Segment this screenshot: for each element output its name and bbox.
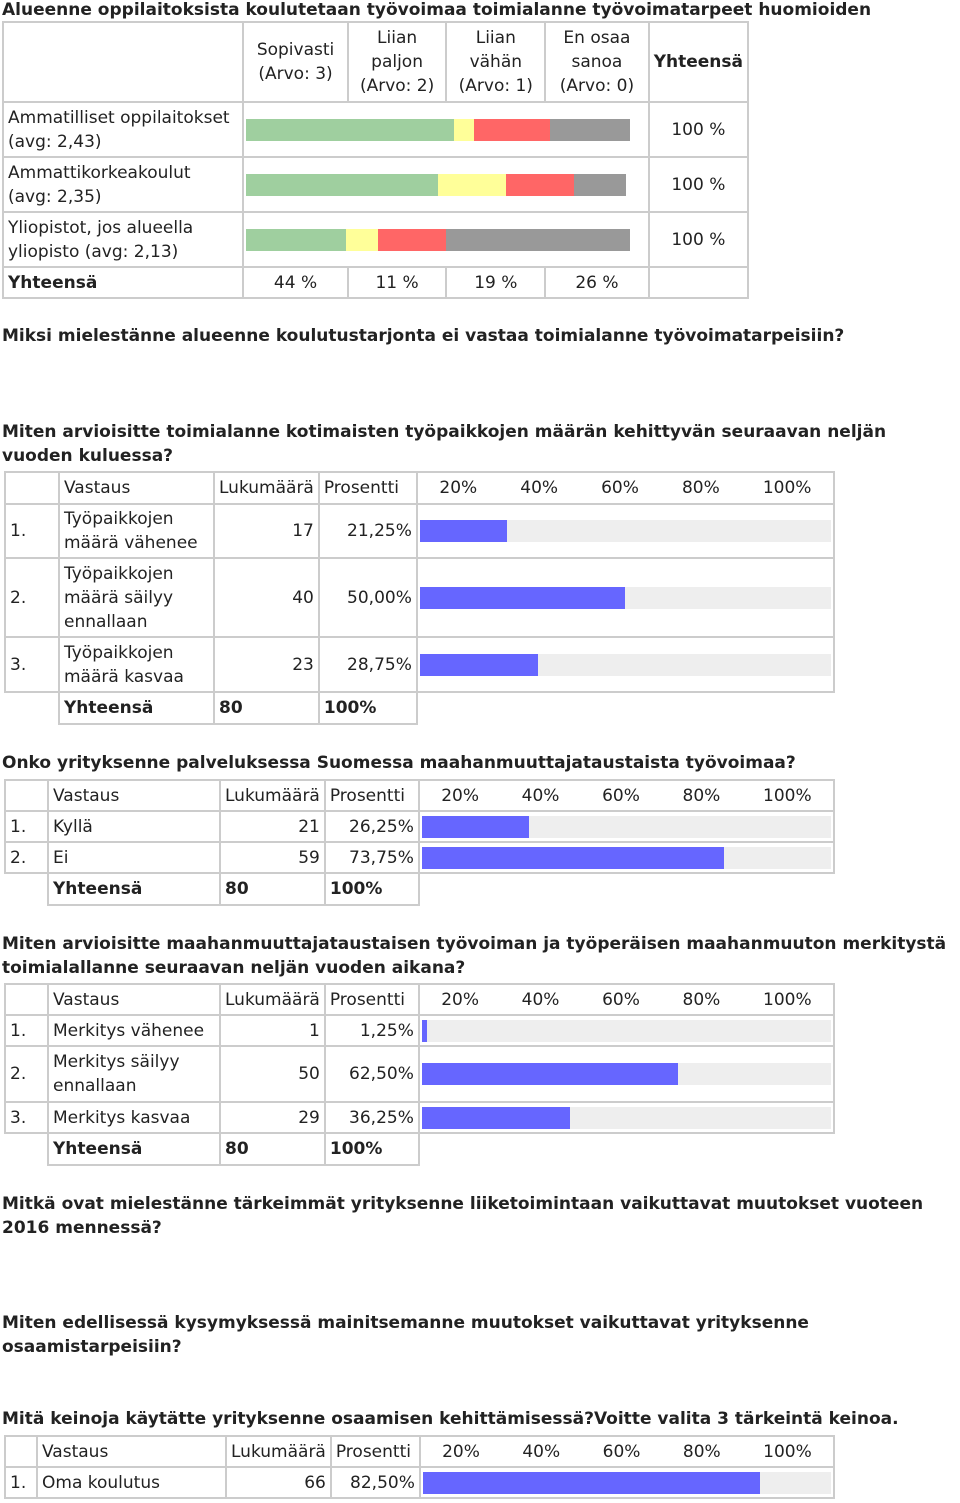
answer-count: 40	[214, 558, 319, 637]
q1-stacked-bar	[246, 229, 645, 251]
answer-label: Työpaikkojen määrä vähenee	[59, 504, 214, 558]
q7-title: Miten edellisessä kysymyksessä mainitsemanne muutokset vaikuttavat yrityksenne osaamistarpeisiin?	[2, 1313, 809, 1357]
bar-track	[420, 587, 831, 609]
answer-percent: 73,75%	[325, 842, 419, 873]
q8-table	[4, 1435, 835, 1499]
total-label: Yhteensä	[59, 692, 214, 724]
q1-row-label: Ammatilliset oppilaitokset (avg: 2,43)	[3, 102, 243, 157]
tick-label: 20%	[442, 1441, 480, 1462]
tick-label: 100%	[763, 785, 812, 806]
percent-bar	[422, 1107, 570, 1129]
q1-row-label: Ammattikorkeakoulut (avg: 2,35)	[3, 157, 243, 212]
tick-label: 100%	[763, 989, 812, 1010]
percent-bar	[420, 654, 538, 676]
tick-label: 100%	[762, 478, 812, 498]
header-lukumaara: Lukumäärä	[220, 984, 325, 1015]
header-prosentti: Prosentti	[325, 780, 419, 811]
tick-label: 80%	[682, 989, 721, 1010]
bar-track	[422, 1063, 831, 1085]
bar-segment-liian-paljon	[346, 229, 378, 251]
row-number: 2.	[5, 1046, 48, 1102]
header-prosentti: Prosentti	[319, 472, 417, 504]
row-number: 3.	[5, 637, 59, 692]
answer-percent: 1,25%	[325, 1015, 419, 1046]
q5-table	[4, 983, 835, 1166]
tick-label: 20%	[439, 478, 478, 498]
answer-count: 59	[220, 842, 325, 873]
bar-segment-liian-vahan	[378, 229, 446, 251]
header-vastaus: Vastaus	[48, 780, 220, 811]
q1-col-liian-paljon: Liian paljon (Arvo: 2)	[348, 22, 447, 102]
percent-bar	[422, 847, 724, 869]
answer-count: 50	[220, 1046, 325, 1102]
q5-title: Miten arvioisitte maahanmuuttajataustaisen työvoiman ja työperäisen maahanmuuton merkitystä toimialallanne seuraavan neljän vuoden aikana?	[2, 934, 947, 978]
bar-segment-en-osaa	[574, 174, 626, 196]
q1-total-cell: 19 %	[446, 267, 545, 298]
bar-track	[422, 1020, 831, 1042]
answer-label: Ei	[48, 842, 220, 873]
percent-bar	[420, 520, 507, 542]
tick-label: 40%	[521, 785, 560, 806]
total-percent: 100%	[325, 873, 419, 905]
bar-track	[422, 847, 831, 869]
q3-title: Miten arvioisitte toimialanne kotimaisten työpaikkojen määrän kehittyvän seuraavan neljän vuoden kuluessa?	[2, 422, 887, 466]
answer-count: 66	[226, 1467, 331, 1498]
tick-label: 60%	[602, 989, 640, 1010]
tick-label: 40%	[522, 1441, 561, 1462]
tick-label: 40%	[521, 989, 560, 1010]
answer-percent: 50,00%	[319, 558, 417, 637]
q1-title: Alueenne oppilaitoksista koulutetaan työvoimaa toimialanne työvoimatarpeet huomioiden	[2, 0, 872, 20]
row-number: 3.	[5, 1102, 48, 1133]
header-prosentti: Prosentti	[325, 984, 419, 1015]
bar-track	[422, 816, 831, 838]
answer-label: Merkitys kasvaa	[48, 1102, 220, 1133]
q1-col-en-osaa: En osaa sanoa (Arvo: 0)	[545, 22, 649, 102]
total-percent: 100%	[319, 692, 417, 724]
bar-segment-sopivasti	[246, 229, 346, 251]
answer-label: Kyllä	[48, 811, 220, 842]
header-lukumaara: Lukumäärä	[226, 1436, 331, 1467]
q2-title: Miksi mielestänne alueenne koulutustarjonta ei vastaa toimialanne työvoimatarpeisiin?	[2, 326, 845, 346]
answer-percent: 26,25%	[325, 811, 419, 842]
answer-count: 23	[214, 637, 319, 692]
answer-percent: 82,50%	[331, 1467, 420, 1498]
q1-total-cell: 11 %	[348, 267, 447, 298]
bar-track	[423, 1472, 831, 1494]
bar-track	[422, 1107, 831, 1129]
header-lukumaara: Lukumäärä	[214, 472, 319, 504]
header-vastaus: Vastaus	[48, 984, 220, 1015]
q1-row-total: 100 %	[649, 102, 748, 157]
tick-label: 20%	[441, 989, 479, 1010]
percent-bar	[423, 1472, 760, 1494]
q3-table	[4, 471, 835, 725]
q1-table	[2, 21, 749, 299]
total-label: Yhteensä	[48, 1133, 220, 1165]
row-number: 2.	[5, 842, 48, 873]
answer-percent: 28,75%	[319, 637, 417, 692]
bar-segment-liian-paljon	[454, 119, 474, 141]
row-number: 2.	[5, 558, 59, 637]
total-count: 80	[220, 1133, 325, 1165]
q6-title: Mitkä ovat mielestänne tärkeimmät yrityksenne liiketoimintaan vaikuttavat muutokset vuoteen 2016 mennessä?	[2, 1194, 924, 1238]
header-lukumaara: Lukumäärä	[220, 780, 325, 811]
q4-table	[4, 779, 835, 906]
tick-label: 60%	[602, 1441, 641, 1462]
answer-label: Oma koulutus	[37, 1467, 226, 1498]
total-count: 80	[220, 873, 325, 905]
bar-segment-en-osaa	[446, 229, 630, 251]
tick-label: 100%	[763, 1441, 812, 1462]
q1-row-label: Yliopistot, jos alueella yliopisto (avg: 2,13)	[3, 212, 243, 267]
bar-segment-sopivasti	[246, 119, 454, 141]
header-prosentti: Prosentti	[331, 1436, 420, 1467]
q1-col-yhteensa: Yhteensä	[649, 22, 748, 102]
tick-label: 80%	[682, 785, 721, 806]
q1-row-total: 100 %	[649, 212, 748, 267]
answer-label: Merkitys vähenee	[48, 1015, 220, 1046]
tick-label: 20%	[441, 785, 479, 806]
row-number: 1.	[5, 1015, 48, 1046]
answer-percent: 21,25%	[319, 504, 417, 558]
total-label: Yhteensä	[48, 873, 220, 905]
percent-bar	[422, 816, 529, 838]
answer-count: 1	[220, 1015, 325, 1046]
percent-bar	[422, 1063, 678, 1085]
row-number: 1.	[5, 1467, 37, 1498]
q8-title: Mitä keinoja käytätte yrityksenne osaamisen kehittämisessä?Voitte valita 3 tärkeintä keinoa.	[2, 1409, 899, 1429]
answer-label: Työpaikkojen määrä kasvaa	[59, 637, 214, 692]
q1-row-total: 100 %	[649, 157, 748, 212]
tick-label: 80%	[681, 478, 720, 498]
q1-total-cell: 26 %	[545, 267, 649, 298]
answer-count: 17	[214, 504, 319, 558]
answer-count: 21	[220, 811, 325, 842]
row-number: 1.	[5, 504, 59, 558]
bar-segment-sopivasti	[246, 174, 438, 196]
answer-percent: 36,25%	[325, 1102, 419, 1133]
bar-segment-liian-vahan	[474, 119, 550, 141]
answer-label: Työpaikkojen määrä säilyy ennallaan	[59, 558, 214, 637]
q4-title: Onko yrityksenne palveluksessa Suomessa maahanmuuttajataustaista työvoimaa?	[2, 753, 796, 773]
row-number: 1.	[5, 811, 48, 842]
total-count: 80	[214, 692, 319, 724]
q1-stacked-bar	[246, 119, 645, 141]
tick-label: 40%	[520, 478, 559, 498]
percent-bar	[422, 1020, 427, 1042]
tick-label: 60%	[601, 478, 639, 498]
q1-col-liian-vahan: Liian vähän (Arvo: 1)	[446, 22, 545, 102]
bar-track	[420, 520, 831, 542]
percent-bar	[420, 587, 626, 609]
q1-total-cell: 44 %	[243, 267, 347, 298]
bar-segment-liian-paljon	[438, 174, 506, 196]
answer-percent: 62,50%	[325, 1046, 419, 1102]
bar-segment-en-osaa	[550, 119, 630, 141]
tick-label: 60%	[602, 785, 640, 806]
bar-track	[420, 654, 831, 676]
header-vastaus: Vastaus	[37, 1436, 226, 1467]
q1-total-label: Yhteensä	[3, 267, 243, 298]
answer-count: 29	[220, 1102, 325, 1133]
q1-col-sopivasti: Sopivasti (Arvo: 3)	[243, 22, 347, 102]
bar-segment-liian-vahan	[506, 174, 574, 196]
header-vastaus: Vastaus	[59, 472, 214, 504]
answer-label: Merkitys säilyy ennallaan	[48, 1046, 220, 1102]
total-percent: 100%	[325, 1133, 419, 1165]
q1-stacked-bar	[246, 174, 645, 196]
tick-label: 80%	[682, 1441, 721, 1462]
